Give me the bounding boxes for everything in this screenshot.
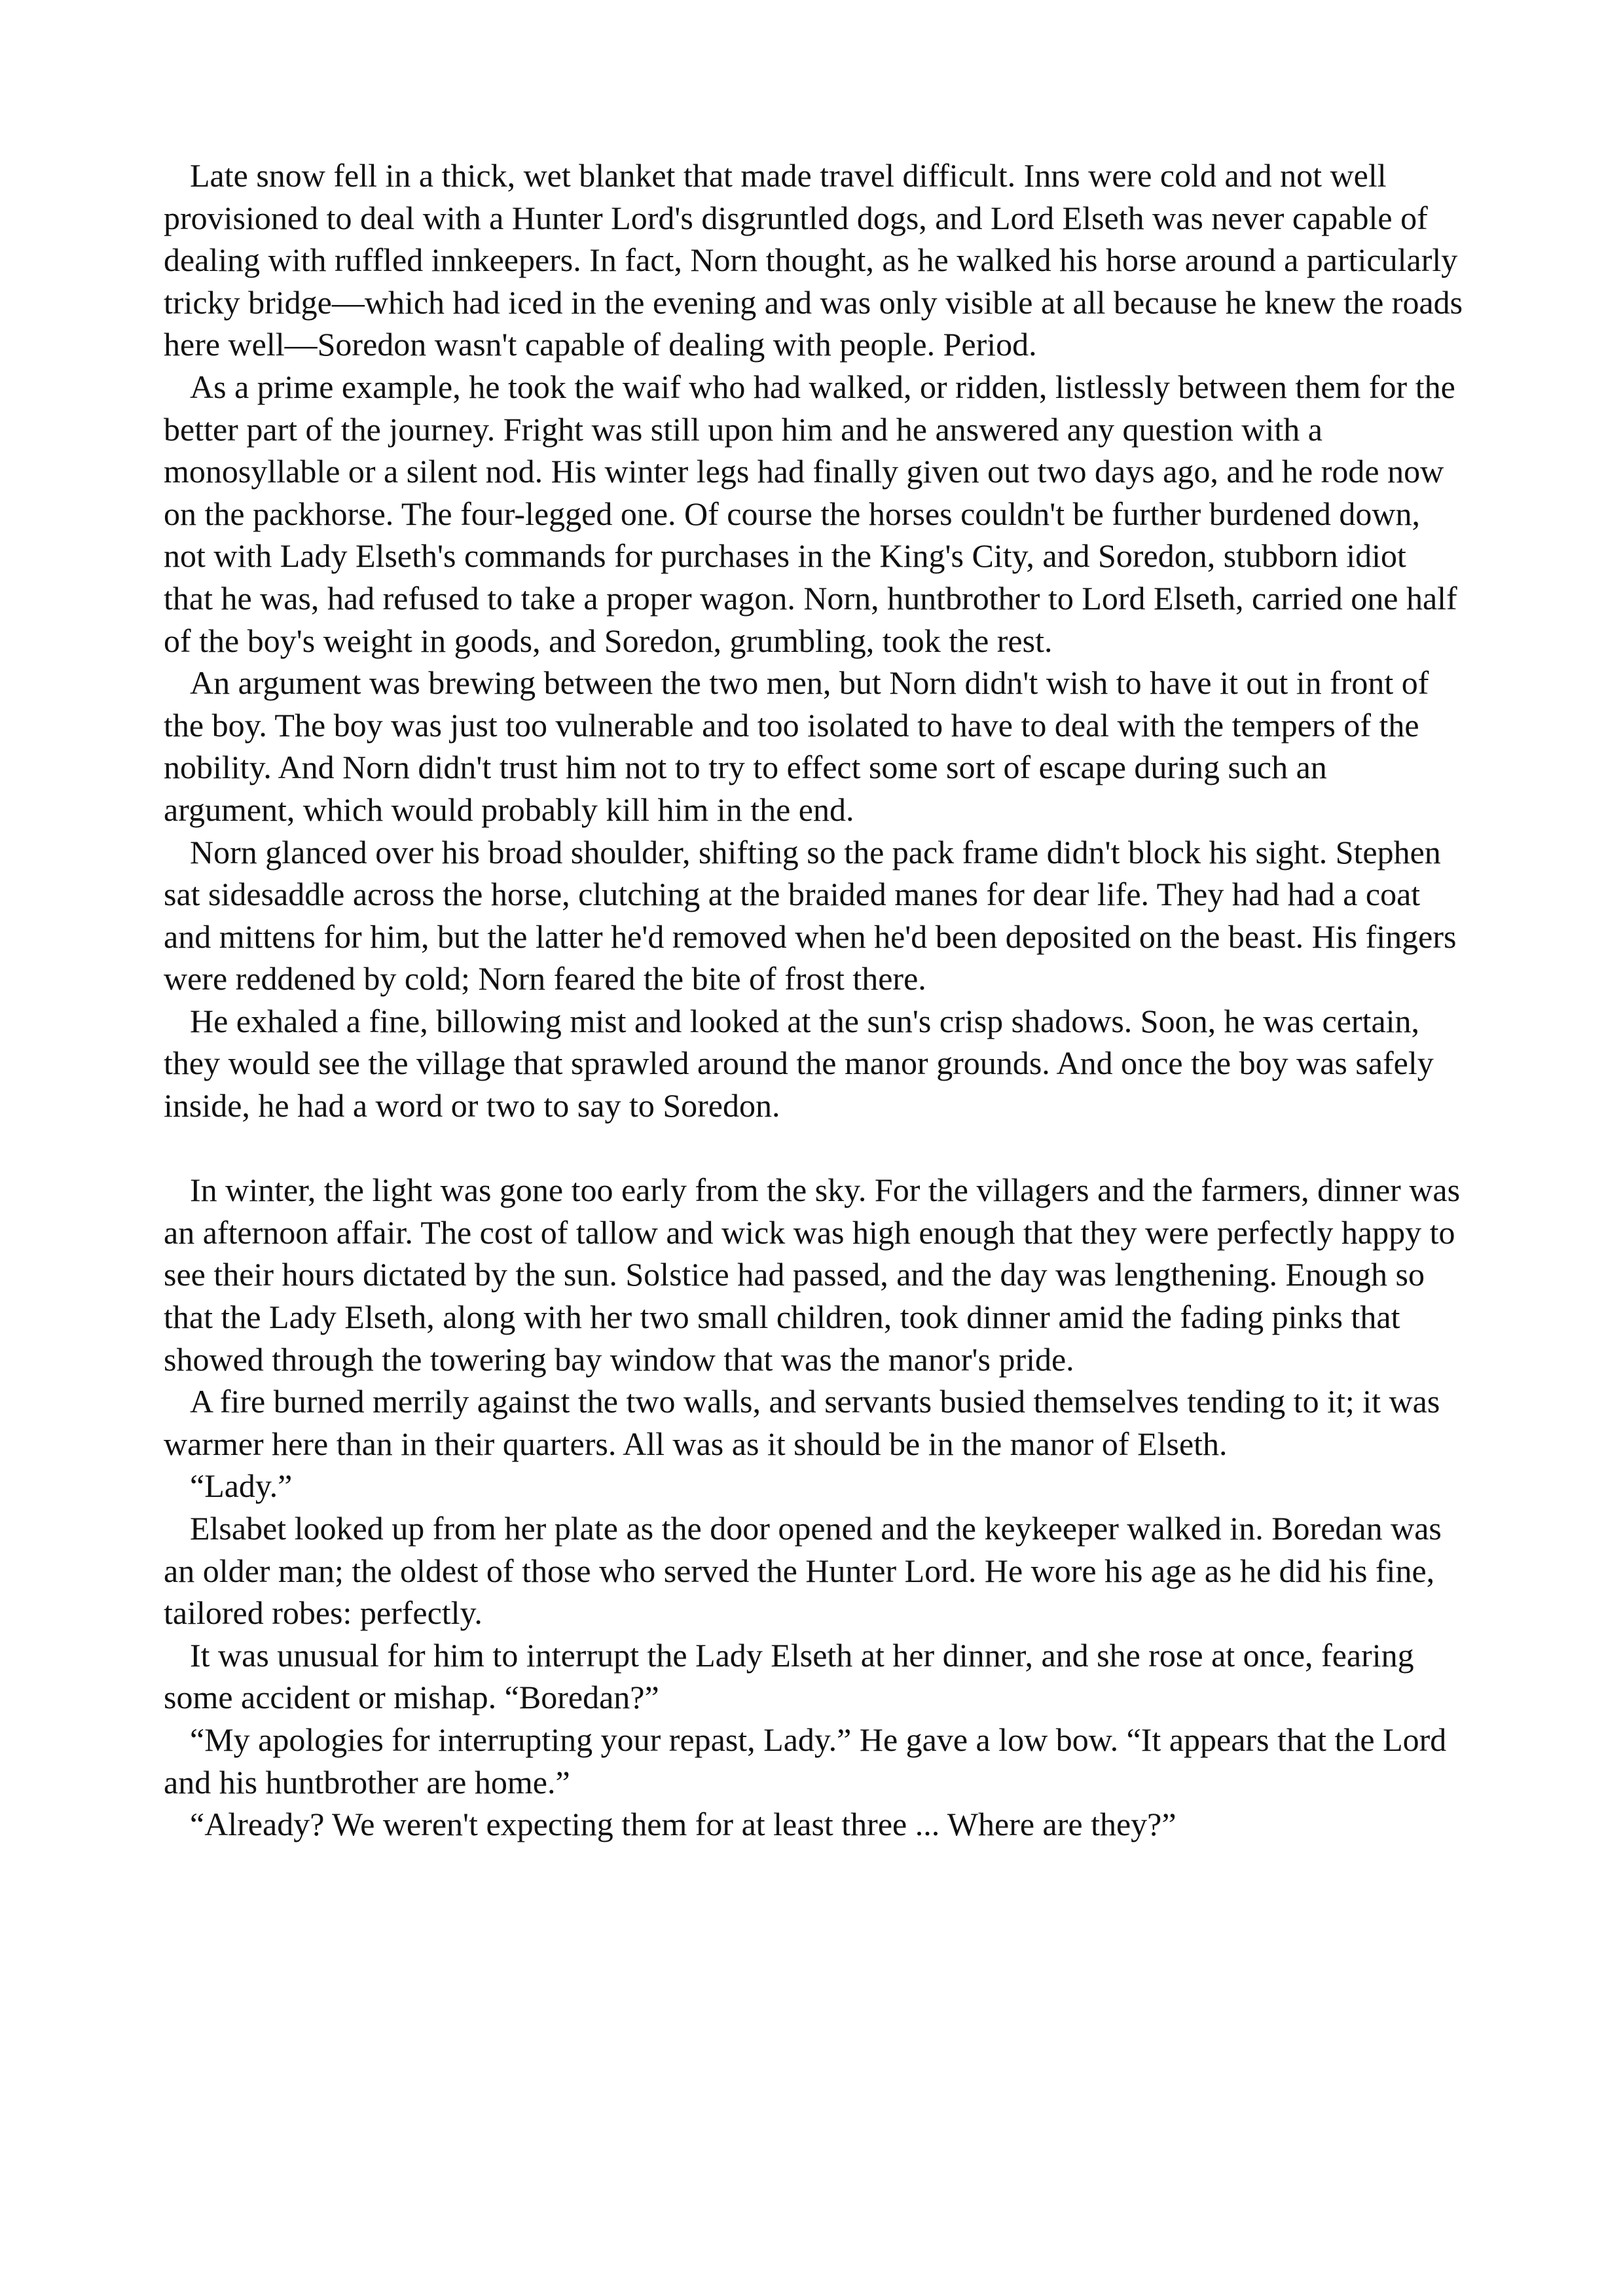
paragraph: It was unusual for him to interrupt the Lady Elseth at her dinner, and she rose at once, fearing some accident or mishap. “Boredan?” bbox=[164, 1636, 1414, 1716]
scene-break bbox=[164, 1127, 1463, 1170]
document-page bbox=[164, 154, 1463, 1846]
paragraph: Norn glanced over his broad shoulder, shifting so the pack frame didn't block his sight. Stephen sat sidesaddle across the horse, clutching at the braided manes for dear life. They had had a coat and mittens for him, but the latter he'd removed when he'd been deposited on the beast. His fingers were reddened by cold; Norn feared the bite of frost there. bbox=[164, 833, 1457, 997]
paragraph: As a prime example, he took the waif who had walked, or ridden, listlessly between them for the better part of the journey. Fright was still upon him and he answered any question with a monosyllable or a silent nod. His winter legs had finally given out two days ago, and he rode now on the packhorse. The four-legged one. Of course the horses couldn't be further burdened down, not with Lady Elseth's commands for purchases in the King's City, and Soredon, stubborn idiot that he was, had refused to take a proper wagon. Norn, huntbrother to Lord Elseth, carried one half of the boy's weight in goods, and Soredon, grumbling, took the rest. bbox=[164, 368, 1457, 659]
paragraph: In winter, the light was gone too early from the sky. For the villagers and the farmers, dinner was an afternoon affair. The cost of tallow and wick was high enough that they were perfectly happy to see their hours dictated by the sun. Solstice had passed, and the day was lengthening. Enough so that the Lady Elseth, along with her two small children, took dinner amid the fading pinks that showed through the towering bay window that was the manor's pride. bbox=[164, 1172, 1461, 1378]
dialogue-line: “Lady.” bbox=[190, 1467, 293, 1505]
paragraph: A fire burned merrily against the two walls, and servants busied themselves tending to it; it was warmer here than in their quarters. All was as it should be in the manor of Elseth. bbox=[164, 1383, 1440, 1462]
paragraph: He exhaled a fine, billowing mist and looked at the sun's crisp shadows. Soon, he was certain, they would see the village that sprawled around the manor grounds. And once the boy was safely inside, he had a word or two to say to Soredon. bbox=[164, 1002, 1434, 1124]
paragraph: Elsabet looked up from her plate as the door opened and the keykeeper walked in. Boredan was an older man; the oldest of those who served the Hunter Lord. He wore his age as he did his fine, tailored robes: perfectly. bbox=[164, 1510, 1442, 1632]
paragraph: “My apologies for interrupting your repast, Lady.” He gave a low bow. “It appears that the Lord and his huntbrother are home.” bbox=[164, 1721, 1447, 1801]
paragraph: Late snow fell in a thick, wet blanket that made travel difficult. Inns were cold and not well provisioned to deal with a Hunter Lord's disgruntled dogs, and Lord Elseth was never capable of dealing with ruffled innkeepers. In fact, Norn thought, as he walked his horse around a particularly tricky bridge—which had iced in the evening and was only visible at all because he knew the roads here well—Soredon wasn't capable of dealing with people. Period. bbox=[164, 157, 1463, 363]
paragraph: An argument was brewing between the two men, but Norn didn't wish to have it out in front of the boy. The boy was just too vulnerable and too isolated to have to deal with the tempers of the nobility. And Norn didn't trust him not to try to effect some sort of escape during such an argument, which would probably kill him in the end. bbox=[164, 664, 1429, 828]
dialogue-line: “Already? We weren't expecting them for at least three ... Where are they?” bbox=[190, 1806, 1176, 1843]
